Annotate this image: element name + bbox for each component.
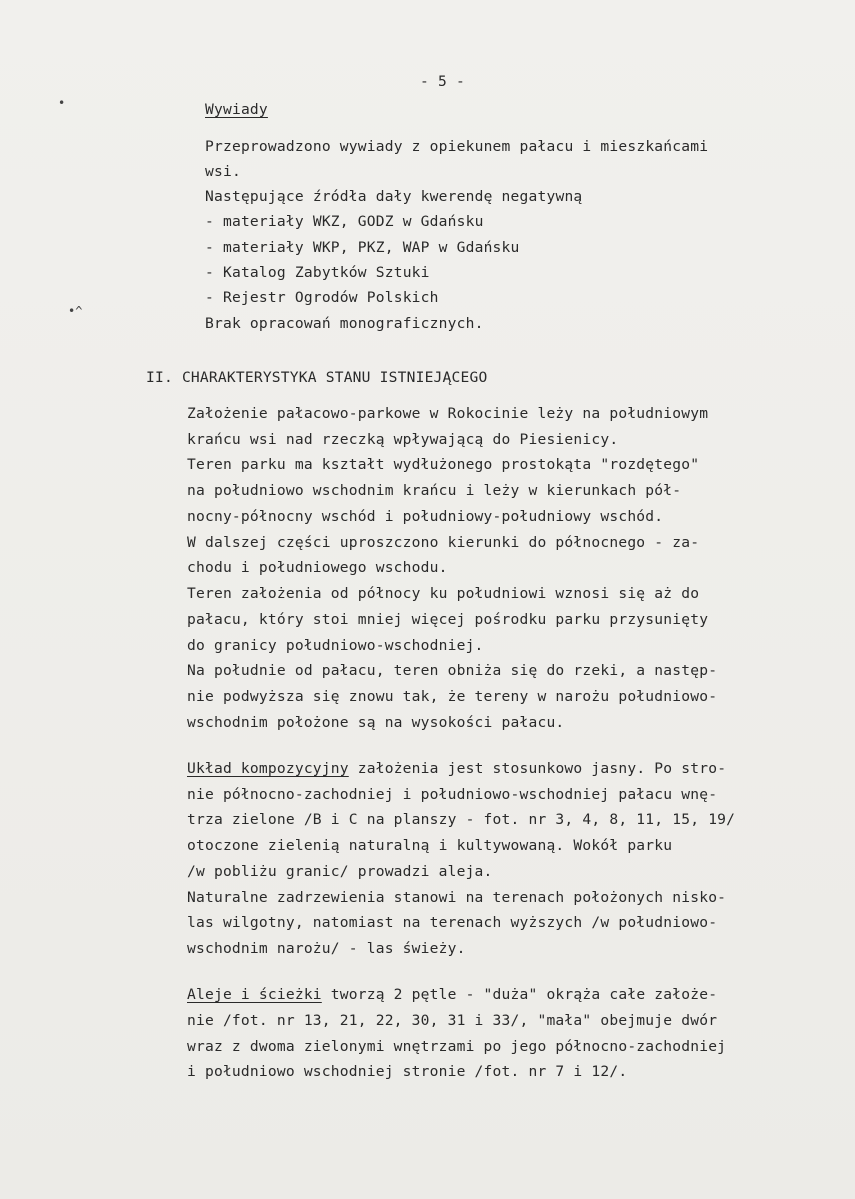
section2-line: wschodnim położone są na wysokości pałacu. <box>187 714 565 731</box>
section2-line: W dalszej części uproszczono kierunki do północnego - za- <box>187 534 700 551</box>
wywiady-heading: Wywiady <box>205 101 268 118</box>
wywiady-line: Przeprowadzono wywiady z opiekunem pałacu i mieszkańcami <box>205 138 709 155</box>
margin-caret-mark: •^ <box>68 304 83 318</box>
section2-line: Teren założenia od północy ku południowi wznosi się aż do <box>187 585 700 602</box>
uklad-line: Naturalne zadrzewienia stanowi na terenach położonych nisko- <box>187 889 727 906</box>
wywiady-line: - Rejestr Ogrodów Polskich <box>205 289 439 306</box>
uklad-first-rest: założenia jest stosunkowo jasny. Po stro- <box>348 760 727 777</box>
uklad-line: las wilgotny, natomiast na terenach wyższych /w południowo- <box>187 914 718 931</box>
section-heading: II. CHARAKTERYSTYKA STANU ISTNIEJĄCEGO <box>146 369 488 386</box>
aleje-line: i południowo wschodniej stronie /fot. nr 7 i 12/. <box>187 1063 628 1080</box>
uklad-line: trza zielone /B i C na planszy - fot. nr 3, 4, 8, 11, 15, 19/ <box>187 811 736 828</box>
wywiady-line: Brak opracowań monograficznych. <box>205 315 484 332</box>
aleje-line: wraz z dwoma zielonymi wnętrzami po jego północno-zachodniej <box>187 1038 727 1055</box>
wywiady-line: wsi. <box>205 163 241 180</box>
section2-line: nocny-północny wschód i południowy-południowy wschód. <box>187 508 664 525</box>
aleje-first-rest: tworzą 2 pętle - "duża" okrąża całe założe- <box>321 986 718 1003</box>
aleje-term: Aleje i ścieżki <box>187 986 322 1003</box>
uklad-line: /w pobliżu granic/ prowadzi aleja. <box>187 863 493 880</box>
margin-dot-mark: • <box>58 96 66 110</box>
section2-line: Założenie pałacowo-parkowe w Rokocinie leży na południowym <box>187 405 709 422</box>
section2-line: na południowo wschodnim krańcu i leży w kierunkach pół- <box>187 482 682 499</box>
section2-line: Teren parku ma kształt wydłużonego prostokąta "rozdętego" <box>187 456 700 473</box>
page-number: - 5 - <box>420 73 465 90</box>
section2-line: pałacu, który stoi mniej więcej pośrodku parku przysunięty <box>187 611 709 628</box>
uklad-first-line <box>187 759 726 779</box>
uklad-term: Układ kompozycyjny <box>187 760 349 777</box>
wywiady-line: - materiały WKZ, GODZ w Gdańsku <box>205 213 484 230</box>
wywiady-line: - Katalog Zabytków Sztuki <box>205 264 430 281</box>
section2-line: nie podwyższa się znowu tak, że tereny w narożu południowo- <box>187 688 718 705</box>
section2-line: krańcu wsi nad rzeczką wpływającą do Piesienicy. <box>187 431 619 448</box>
wywiady-line: - materiały WKP, PKZ, WAP w Gdańsku <box>205 239 520 256</box>
uklad-line: nie północno-zachodniej i południowo-wschodniej pałacu wnę- <box>187 786 718 803</box>
wywiady-line: Następujące źródła dały kwerendę negatywną <box>205 188 583 205</box>
section2-line: do granicy południowo-wschodniej. <box>187 637 484 654</box>
section2-line: chodu i południowego wschodu. <box>187 559 448 576</box>
aleje-line: nie /fot. nr 13, 21, 22, 30, 31 i 33/, "mała" obejmuje dwór <box>187 1012 718 1029</box>
section2-line: Na południe od pałacu, teren obniża się do rzeki, a następ- <box>187 662 718 679</box>
uklad-line: otoczone zielenią naturalną i kultywowaną. Wokół parku <box>187 837 673 854</box>
uklad-line: wschodnim narożu/ - las świeży. <box>187 940 466 957</box>
aleje-first-line <box>187 985 717 1005</box>
